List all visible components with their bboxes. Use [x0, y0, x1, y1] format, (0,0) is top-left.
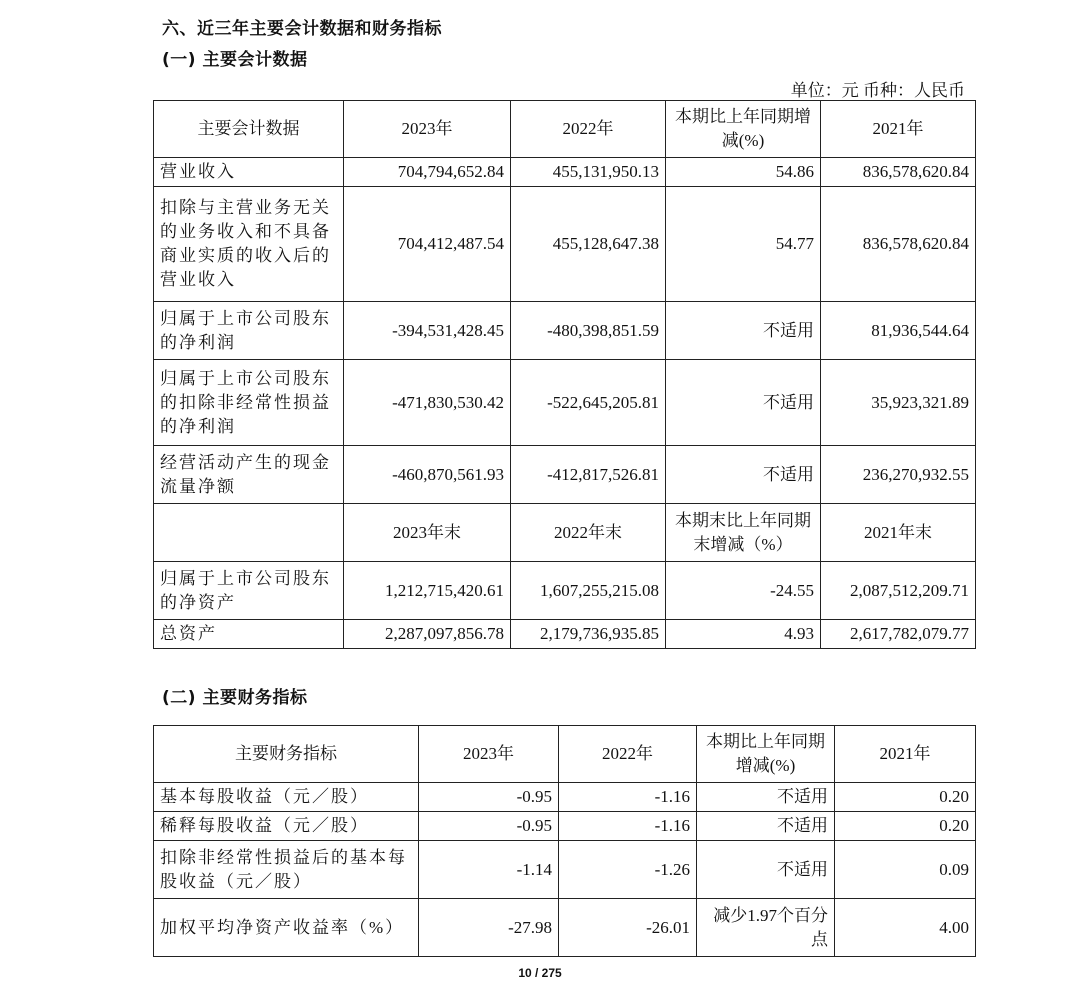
table-row [154, 812, 976, 841]
table-row [154, 562, 976, 620]
main-accounting-data-table [153, 100, 976, 649]
value-cell: 704,412,487.54 [344, 187, 511, 302]
main-financial-indicators-table [153, 725, 976, 957]
table-row [154, 783, 976, 812]
section-title: 六、近三年主要会计数据和财务指标 [162, 19, 442, 39]
value-cell: 0.20 [835, 783, 976, 812]
value-cell: -27.98 [419, 899, 559, 957]
value-cell: -0.95 [419, 812, 559, 841]
header-cell: 本期末比上年同期末增减（%） [666, 504, 821, 562]
row-label: 经营活动产生的现金流量净额 [154, 446, 344, 504]
value-cell: 455,131,950.13 [511, 158, 666, 187]
table-row [154, 446, 976, 504]
value-cell: 81,936,544.64 [821, 302, 976, 360]
header-cell: 2023年 [419, 726, 559, 783]
row-label: 扣除与主营业务无关的业务收入和不具备商业实质的收入后的营业收入 [154, 187, 344, 302]
row-label: 归属于上市公司股东的扣除非经常性损益的净利润 [154, 360, 344, 446]
value-cell: 1,607,255,215.08 [511, 562, 666, 620]
value-cell: 836,578,620.84 [821, 187, 976, 302]
change-cell: 54.77 [666, 187, 821, 302]
header-cell: 2021年 [835, 726, 976, 783]
row-label: 扣除非经常性损益后的基本每股收益（元／股） [154, 841, 419, 899]
header-cell: 2022年末 [511, 504, 666, 562]
value-cell: 0.20 [835, 812, 976, 841]
value-cell: 836,578,620.84 [821, 158, 976, 187]
row-label: 加权平均净资产收益率（%） [154, 899, 419, 957]
value-cell: 35,923,321.89 [821, 360, 976, 446]
table-row [154, 360, 976, 446]
header-cell: 2023年 [344, 101, 511, 158]
change-cell: 不适用 [666, 446, 821, 504]
header-cell: 2022年 [511, 101, 666, 158]
header-cell: 2023年末 [344, 504, 511, 562]
value-cell: 0.09 [835, 841, 976, 899]
header-cell [154, 504, 344, 562]
header-cell: 2022年 [559, 726, 697, 783]
header-cell: 2021年末 [821, 504, 976, 562]
value-cell: 2,087,512,209.71 [821, 562, 976, 620]
value-cell: 2,617,782,079.77 [821, 620, 976, 649]
value-cell: -394,531,428.45 [344, 302, 511, 360]
value-cell: 1,212,715,420.61 [344, 562, 511, 620]
row-label: 基本每股收益（元／股） [154, 783, 419, 812]
header-cell: 2021年 [821, 101, 976, 158]
value-cell: -460,870,561.93 [344, 446, 511, 504]
value-cell: 455,128,647.38 [511, 187, 666, 302]
value-cell: 2,179,736,935.85 [511, 620, 666, 649]
value-cell: -522,645,205.81 [511, 360, 666, 446]
change-cell: 不适用 [666, 360, 821, 446]
change-cell: 不适用 [697, 841, 835, 899]
table-row [154, 187, 976, 302]
change-cell: 4.93 [666, 620, 821, 649]
header-cell: 本期比上年同期增减(%) [666, 101, 821, 158]
value-cell: -480,398,851.59 [511, 302, 666, 360]
header-cell: 主要会计数据 [154, 101, 344, 158]
table-row [154, 620, 976, 649]
change-cell: 不适用 [697, 812, 835, 841]
change-cell: 不适用 [697, 783, 835, 812]
value-cell: 704,794,652.84 [344, 158, 511, 187]
change-cell: 54.86 [666, 158, 821, 187]
row-label: 稀释每股收益（元／股） [154, 812, 419, 841]
value-cell: -0.95 [419, 783, 559, 812]
change-cell: -24.55 [666, 562, 821, 620]
table-header-row [154, 726, 976, 783]
value-cell: -1.14 [419, 841, 559, 899]
header-cell: 主要财务指标 [154, 726, 419, 783]
change-cell: 不适用 [666, 302, 821, 360]
header-cell: 本期比上年同期增减(%) [697, 726, 835, 783]
table-row [154, 158, 976, 187]
change-cell: 减少1.97个百分点 [697, 899, 835, 957]
value-cell: -26.01 [559, 899, 697, 957]
table-header-row [154, 101, 976, 158]
value-cell: -412,817,526.81 [511, 446, 666, 504]
table-row [154, 841, 976, 899]
row-label: 总资产 [154, 620, 344, 649]
value-cell: 4.00 [835, 899, 976, 957]
row-label: 归属于上市公司股东的净资产 [154, 562, 344, 620]
page-number: 10 / 275 [518, 966, 562, 980]
value-cell: 2,287,097,856.78 [344, 620, 511, 649]
unit-currency-note: 单位：元 币种：人民币 [790, 81, 965, 100]
table-row [154, 302, 976, 360]
row-label: 归属于上市公司股东的净利润 [154, 302, 344, 360]
value-cell: -1.16 [559, 812, 697, 841]
subsection-title-financial-indicators: (二) 主要财务指标 [162, 688, 308, 708]
value-cell: -471,830,530.42 [344, 360, 511, 446]
row-label: 营业收入 [154, 158, 344, 187]
value-cell: -1.26 [559, 841, 697, 899]
subsection-title-accounting-data: (一) 主要会计数据 [162, 50, 308, 70]
table-row [154, 899, 976, 957]
value-cell: -1.16 [559, 783, 697, 812]
table-subheader-row [154, 504, 976, 562]
value-cell: 236,270,932.55 [821, 446, 976, 504]
